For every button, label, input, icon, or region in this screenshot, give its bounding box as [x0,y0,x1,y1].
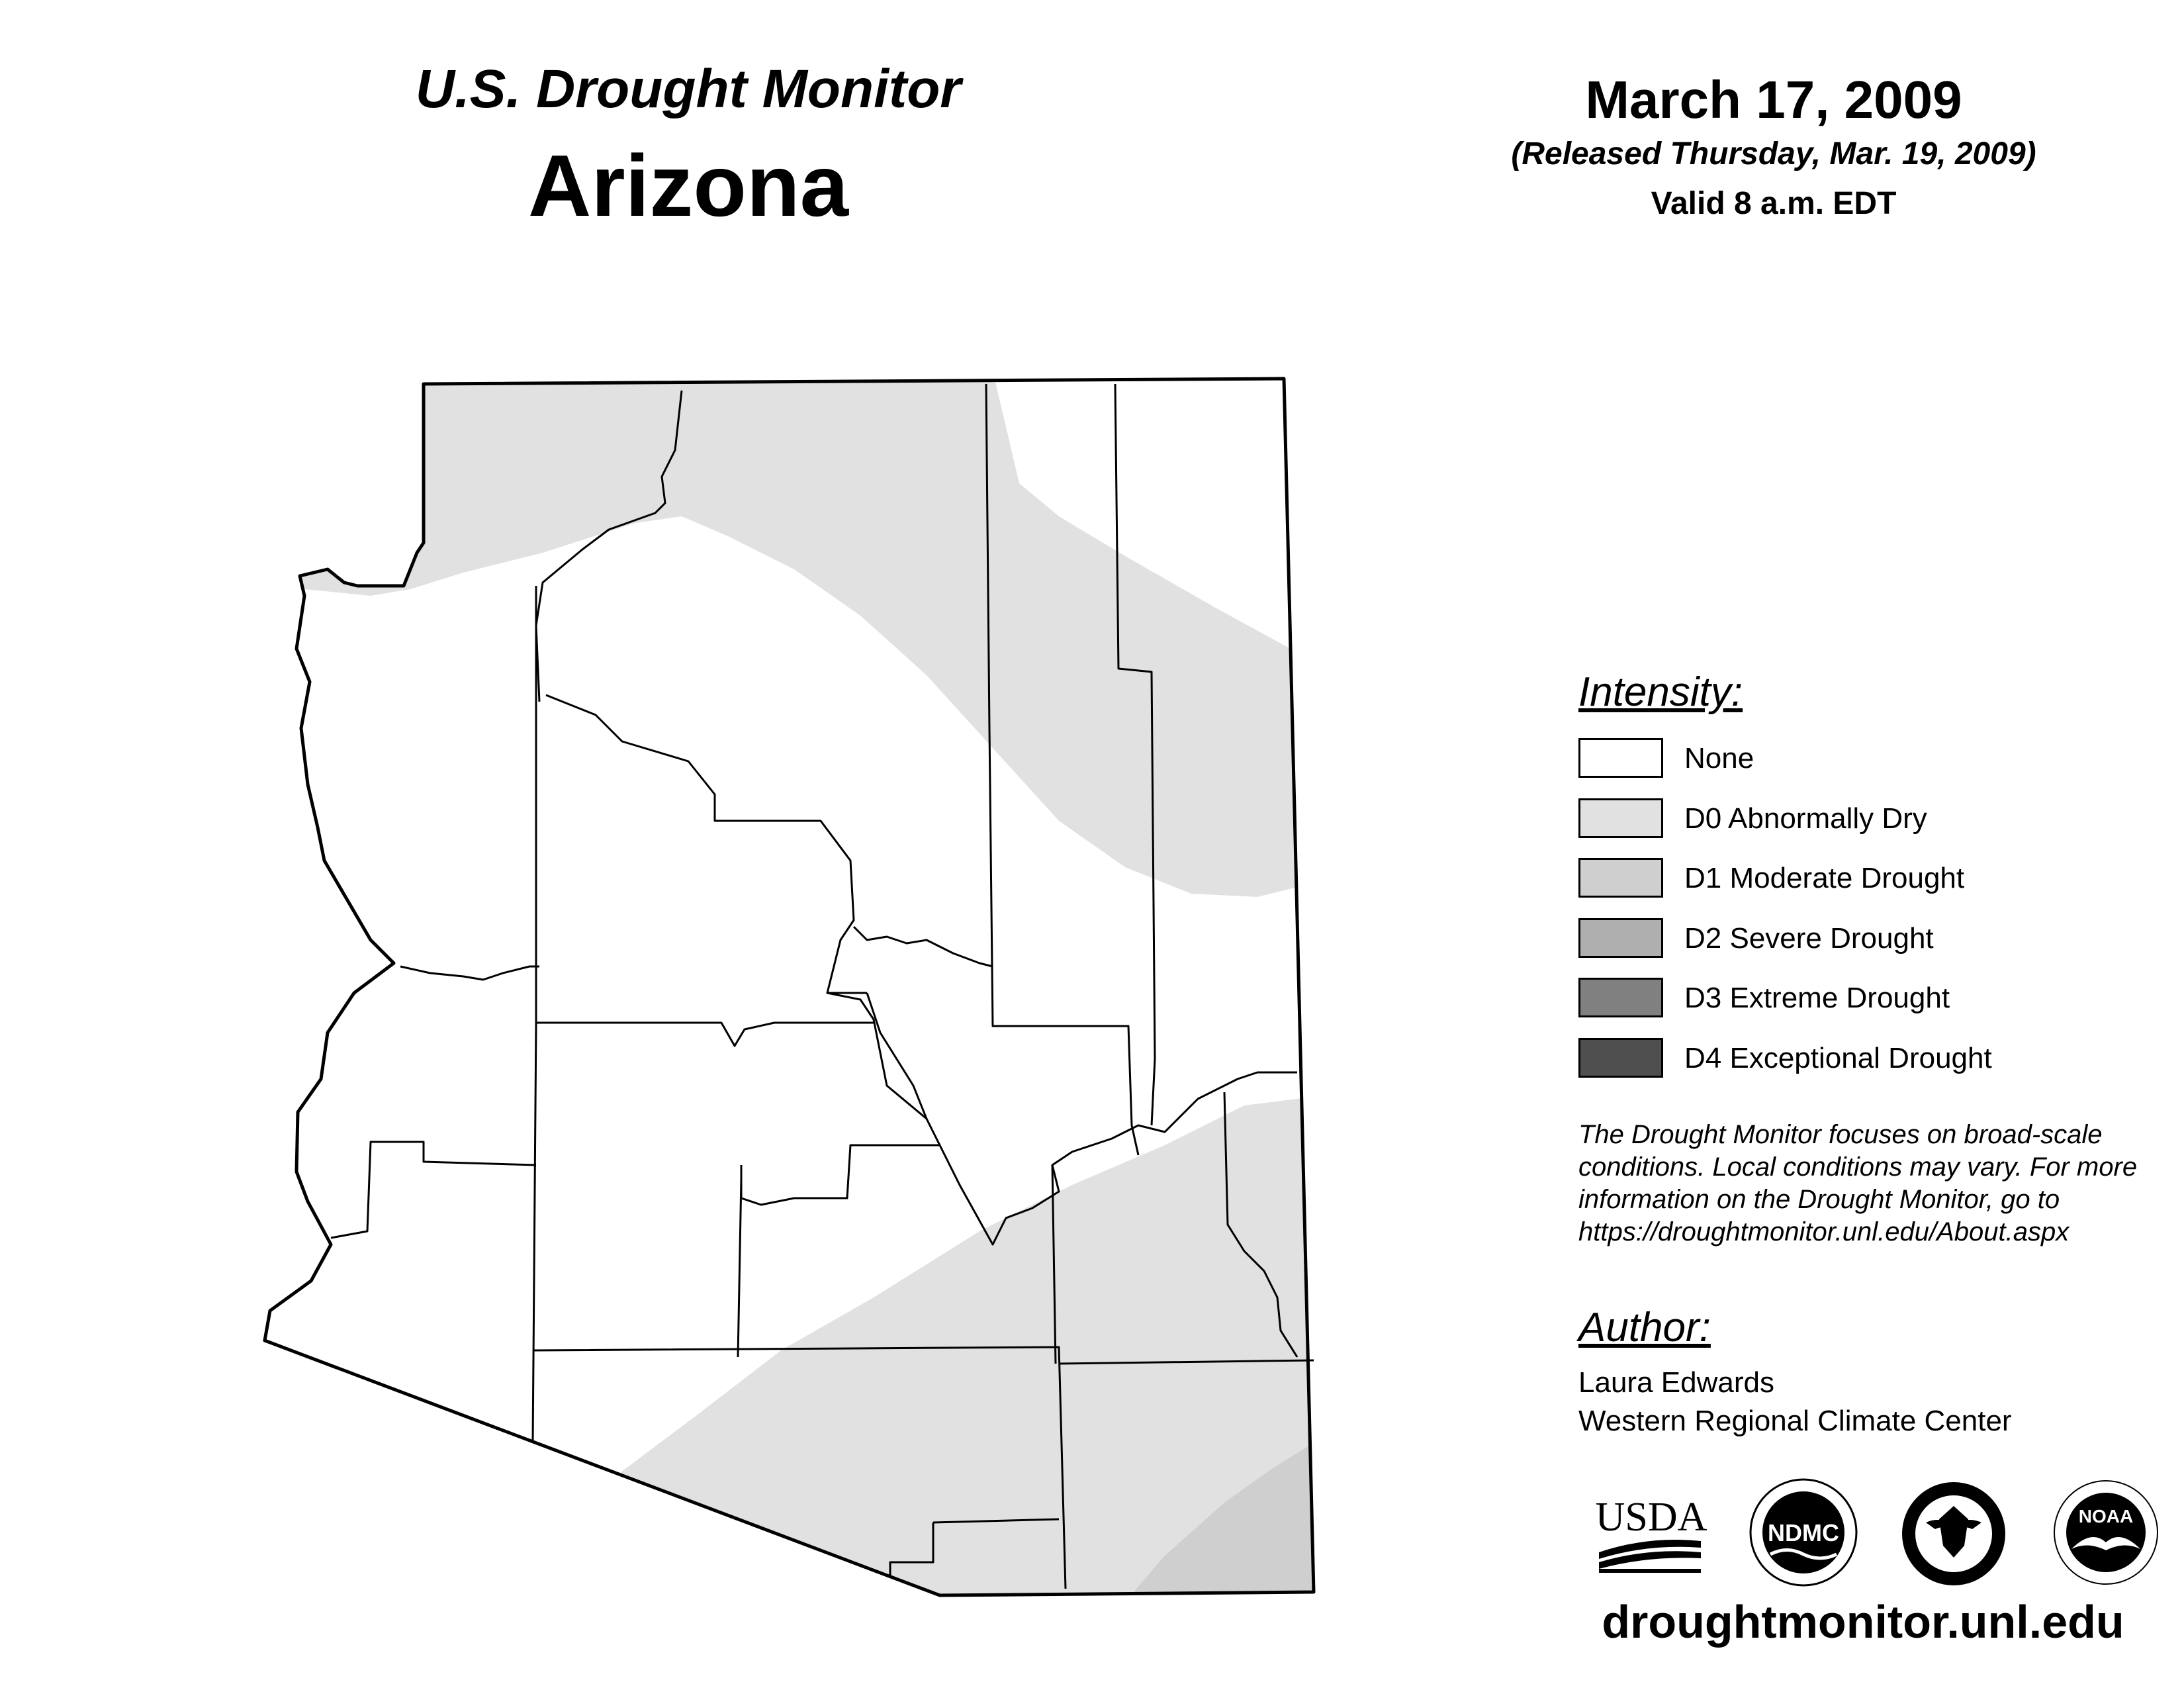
valid-time: Valid 8 a.m. EDT [1651,186,1897,221]
legend-label: D3 Extreme Drought [1684,982,1950,1014]
legend-swatch [1578,798,1663,838]
disclaimer-note: The Drought Monitor focuses on broad-scale conditions. Local conditions may vary. For more information on the Drought Monitor, go to https://droughtmonitor.unl.edu/About.aspx [1578,1120,2138,1246]
legend-swatch [1578,1038,1663,1078]
map-title: Arizona [527,137,849,234]
legend-label: D0 Abnormally Dry [1684,802,1927,835]
legend-title: Intensity: [1578,669,1743,715]
legend-swatch [1578,978,1663,1017]
website-url: droughtmonitor.unl.edu [1602,1596,2124,1648]
release-date: (Released Thursday, Mar. 19, 2009) [1511,136,2036,171]
legend-swatch [1578,738,1663,778]
legend-item [1578,1038,2141,1080]
legend-label: None [1684,742,1754,774]
legend-item [1578,978,2141,1020]
legend-item [1578,738,2141,780]
usda-logo [1595,1489,1707,1575]
usda-logo-text: USDA [1595,1495,1707,1540]
legend-label: D1 Moderate Drought [1684,862,1965,894]
legend-swatch [1578,858,1663,898]
author-name: Laura Edwards [1578,1366,1774,1399]
legend-item [1578,918,2141,961]
legend-label: D2 Severe Drought [1684,922,1934,955]
ndmc-logo-text: NDMC [1768,1519,1839,1546]
map-date: March 17, 2009 [1585,70,1962,129]
map-subtitle: U.S. Drought Monitor [415,59,962,119]
legend-swatch [1578,918,1663,958]
commerce-seal-logo [1899,1479,2009,1589]
noaa-logo [2052,1476,2161,1589]
legend-item [1578,798,2141,841]
author-title: Author: [1578,1305,1711,1350]
legend-item [1578,858,2141,900]
author-organization: Western Regional Climate Center [1578,1405,2012,1437]
noaa-logo-text: NOAA [2078,1506,2134,1526]
ndmc-logo [1747,1476,1860,1589]
legend-label: D4 Exceptional Drought [1684,1042,1992,1074]
